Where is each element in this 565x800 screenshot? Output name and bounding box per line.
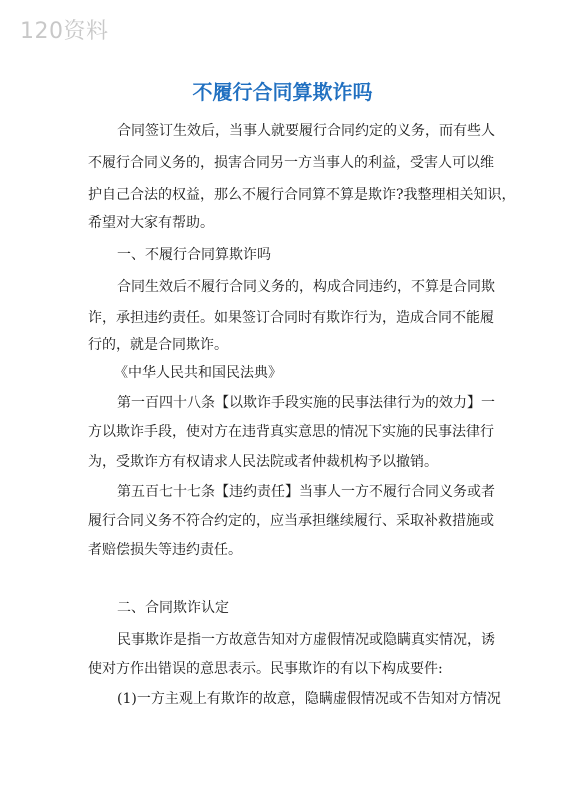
paragraph-line: 诈，承担违约责任。如果签订合同时有欺诈行为，造成合同不能履 [88, 310, 494, 326]
document-title: 不履行合同算欺诈吗 [192, 80, 373, 104]
paragraph-line: 希望对大家有帮助。 [88, 215, 214, 231]
paragraph-line: 民事欺诈是指一方故意告知对方虚假情况或隐瞒真实情况，诱 [117, 632, 495, 648]
paragraph-line: 第一百四十八条【以欺诈手段实施的民事法律行为的效力】一 [117, 395, 495, 411]
paragraph-line: 合同生效后不履行合同义务的，构成合同违约，不算是合同欺 [117, 279, 495, 295]
paragraph-line: 行的，就是合同欺诈。 [88, 337, 228, 353]
paragraph-line: 使对方作出错误的意思表示。民事欺诈的有以下构成要件: [88, 661, 443, 677]
paragraph-line: (1)一方主观上有欺诈的故意，隐瞒虚假情况或不告知对方情况 [117, 691, 501, 707]
watermark-logo: 120资料 [20, 19, 109, 44]
section-heading: 一、不履行合同算欺诈吗 [117, 247, 271, 263]
paragraph-line: 方以欺诈手段，使对方在违背真实意思的情况下实施的民事法律行 [88, 424, 494, 440]
paragraph-line: 为，受欺诈方有权请求人民法院或者仲裁机构予以撤销。 [88, 454, 438, 470]
paragraph-line: 护自己合法的权益，那么不履行合同算不算是欺诈?我整理相关知识， [88, 187, 516, 203]
paragraph-line: 不履行合同义务的，损害合同另一方当事人的利益，受害人可以维 [88, 155, 494, 171]
paragraph-line: 履行合同义务不符合约定的，应当承担继续履行、采取补救措施或 [88, 513, 494, 529]
paragraph-line: 第五百七十七条【违约责任】当事人一方不履行合同义务或者 [117, 484, 495, 500]
law-title: 《中华人民共和国民法典》 [114, 365, 282, 381]
section-heading: 二、合同欺诈认定 [117, 600, 229, 616]
paragraph-line: 者赔偿损失等违约责任。 [88, 542, 242, 558]
paragraph-line: 合同签订生效后，当事人就要履行合同约定的义务，而有些人 [117, 123, 495, 139]
